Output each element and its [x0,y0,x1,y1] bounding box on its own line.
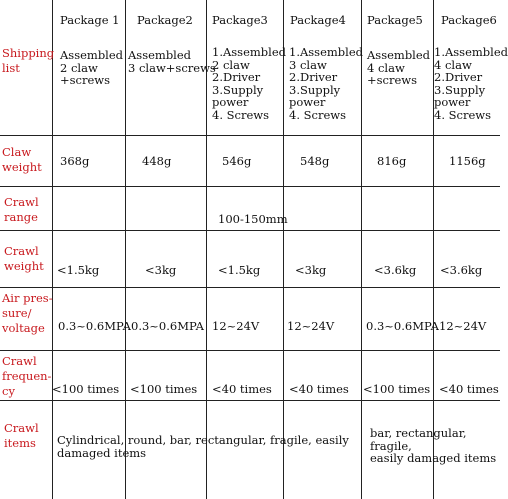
claw-weight-package-2: 448g [142,154,172,168]
row-divider [0,350,500,351]
freq-package-4: <40 times [289,382,349,396]
freq-package-5: <100 times [363,382,431,396]
shipping-package-1: Assembled 2 claw +screws [60,48,124,87]
shipping-package-4: 1.Assembled 3 claw 2.Driver 3.Supply power 4. Screws [289,45,363,122]
air-package-4: 12~24V [287,319,335,333]
crawl-weight-package-2: <3kg [145,263,177,277]
freq-package-2: <100 times [130,382,198,396]
row-label-claw-weight: Claw weight [2,145,42,174]
row-divider [0,135,500,136]
shipping-package-5: Assembled 4 claw +screws [367,48,431,87]
air-package-1: 0.3~0.6MPA [58,319,131,333]
row-label-shipping-list: Shipping list [2,46,55,75]
crawl-items-right: bar, rectangular, fragile, easily damaged items [370,426,497,465]
claw-weight-package-6: 1156g [449,154,486,168]
crawl-weight-package-5: <3.6kg [374,263,417,277]
header-package-2: Package2 [137,13,193,27]
crawl-weight-package-6: <3.6kg [440,263,483,277]
freq-package-3: <40 times [212,382,272,396]
col-divider [206,0,207,499]
row-label-crawl-range: Crawl range [4,195,39,224]
shipping-package-3: 1.Assembled 2 claw 2.Driver 3.Supply power 4. Screws [212,45,286,122]
crawl-items-left: Cylindrical, round, bar, rectangular, fragile, easily damaged items [57,433,349,460]
crawl-weight-package-1: <1.5kg [57,263,100,277]
row-divider [0,400,500,401]
row-label-crawl-items: Crawl items [4,421,39,450]
row-divider [0,230,500,231]
crawl-weight-package-4: <3kg [295,263,327,277]
air-package-3: 12~24V [212,319,260,333]
row-label-crawl-weight: Crawl weight [4,244,44,273]
shipping-package-6: 1.Assembled 4 claw 2.Driver 3.Supply power 4. Screws [434,45,508,122]
air-package-5: 0.3~0.6MPA [366,319,439,333]
crawl-range-value: 100-150mm [218,212,288,226]
header-package-4: Package4 [290,13,346,27]
col-divider [125,0,126,499]
header-package-3: Package3 [212,13,268,27]
row-label-air-pressure-voltage: Air pres- sure/ voltage [2,291,53,335]
claw-weight-package-5: 816g [377,154,407,168]
header-package-5: Package5 [367,13,423,27]
row-divider [0,186,500,187]
row-divider [0,287,500,288]
row-label-crawl-frequency: Crawl frequen- cy [2,354,52,398]
air-package-2: 0.3~0.6MPA [131,319,204,333]
crawl-weight-package-3: <1.5kg [218,263,261,277]
header-package-6: Package6 [441,13,497,27]
claw-weight-package-4: 548g [300,154,330,168]
freq-package-6: <40 times [439,382,499,396]
claw-weight-package-1: 368g [60,154,90,168]
shipping-package-2: Assembled 3 claw+screws [128,48,216,75]
claw-weight-package-3: 546g [222,154,252,168]
header-package-1: Package 1 [60,13,120,27]
air-package-6: 12~24V [439,319,487,333]
freq-package-1: <100 times [52,382,120,396]
